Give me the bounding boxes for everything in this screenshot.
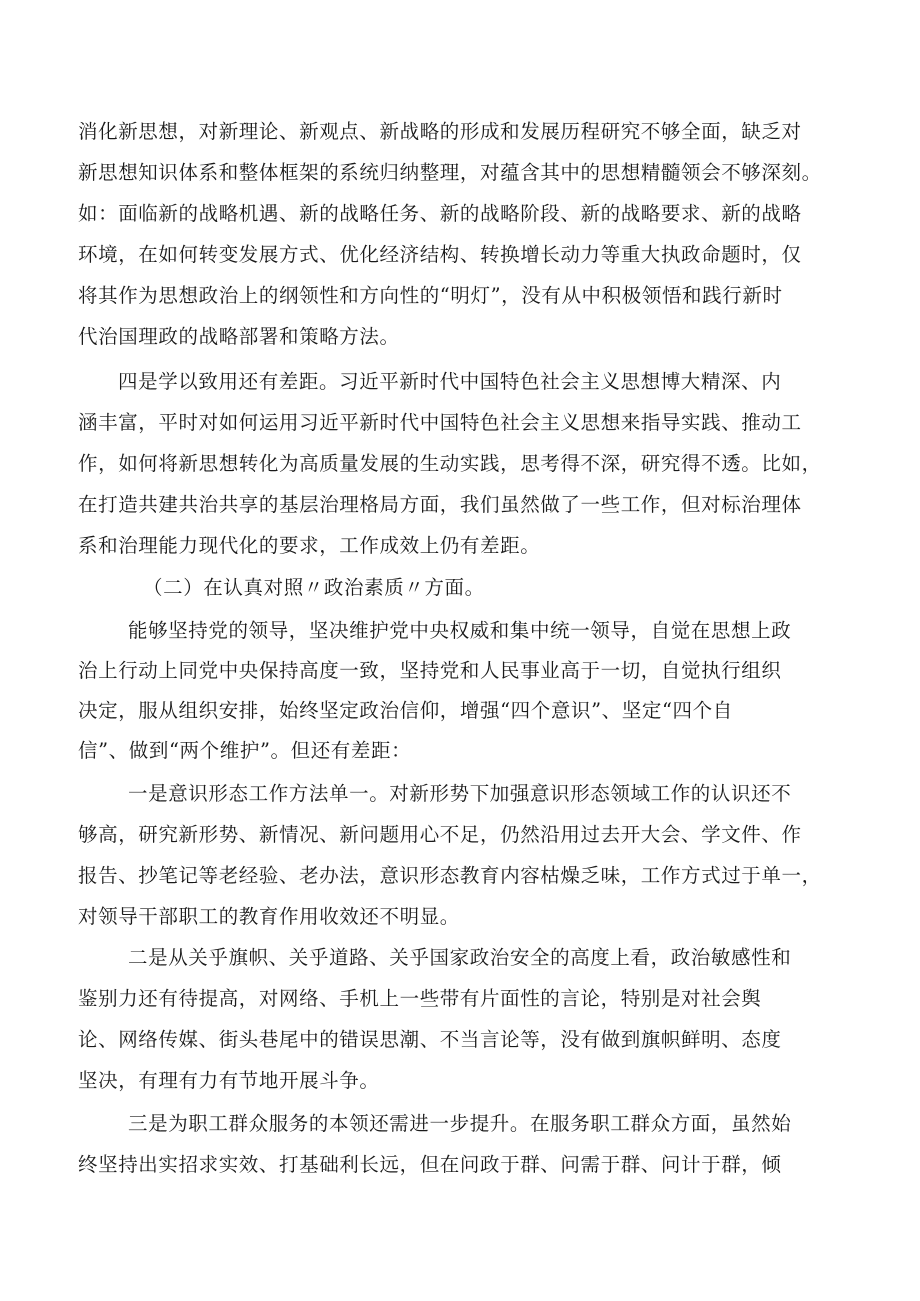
text-line: 够高，研究新形势、新情况、新问题用心不足，仍然沿用过去开大会、学文件、作 — [78, 823, 802, 846]
text-line: 对领导干部职工的教育作用收效还不明显。 — [78, 905, 460, 928]
text-line: 作，如何将新思想转化为高质量发展的生动实践，思考得不深，研究得不透。比如， — [78, 452, 822, 475]
text-line: 在打造共建共治共享的基层治理格局方面，我们虽然做了一些工作，但对标治理体 — [78, 493, 802, 516]
text-line: 新思想知识体系和整体框架的系统归纳整理，对蕴含其中的思想精髓领会不够深刻。 — [78, 161, 822, 184]
text-line: 涵丰富，平时对如何运用习近平新时代中国特色社会主义思想来指导实践、推动工 — [78, 411, 802, 434]
text-line: 决定，服从组织安排，始终坚定政治信仰，增强“四个意识”、坚定“四个自 — [78, 699, 733, 722]
paragraph-start: 能够坚持党的领导，坚决维护党中央权威和集中统一领导，自觉在思想上政 — [128, 619, 792, 642]
text-line: 环境，在如何转变发展方式、优化经济结构、转换增长动力等重大执政命题时，仅 — [78, 243, 802, 266]
text-line: 信”、做到“两个维护”。但还有差距： — [78, 739, 412, 762]
paragraph-heading-2: 二是从关乎旗帜、关乎道路、关乎国家政治安全的高度上看，政治敏感性和 — [128, 946, 792, 969]
text-line: 报告、抄笔记等老经验、老办法，意识形态教育内容枯燥乏味，工作方式过于单一， — [78, 864, 822, 887]
text-line: 消化新思想，对新理论、新观点、新战略的形成和发展历程研究不够全面，缺乏对 — [78, 120, 802, 143]
text-line: 治上行动上同党中央保持高度一致，坚持党和人民事业高于一切，自觉执行组织 — [78, 659, 782, 682]
paragraph-heading-1: 一是意识形态工作方法单一。对新形势下加强意识形态领域工作的认识还不 — [128, 782, 792, 805]
text-line: 论、网络传媒、街头巷尾中的错误思潮、不当言论等，没有做到旗帜鲜明、态度 — [78, 1028, 782, 1051]
text-line: 终坚持出实招求实效、打基础利长远，但在问政于群、问需于群、问计于群，倾 — [78, 1153, 782, 1176]
paragraph-heading-3: 三是为职工群众服务的本领还需进一步提升。在服务职工群众方面，虽然始 — [128, 1112, 792, 1135]
text-line: 系和治理能力现代化的要求，工作成效上仍有差距。 — [78, 534, 541, 557]
text-line: 鉴别力还有待提高，对网络、手机上一些带有片面性的言论，特别是对社会舆 — [78, 987, 762, 1010]
text-line: 如：面临新的战略机遇、新的战略任务、新的战略阶段、新的战略要求、新的战略 — [78, 202, 802, 225]
text-line: 坚决，有理有力有节地开展斗争。 — [78, 1069, 380, 1092]
paragraph-heading-4: 四是学以致用还有差距。习近平新时代中国特色社会主义思想博大精深、内 — [118, 370, 782, 393]
text-line: 代治国理政的战略部署和策略方法。 — [78, 325, 400, 348]
section-heading-2: （二）在认真对照〃政治素质〃方面。 — [143, 576, 485, 599]
text-line: 将其作为思想政治上的纲领性和方向性的“明灯”，没有从中积极领悟和践行新时 — [78, 284, 783, 307]
